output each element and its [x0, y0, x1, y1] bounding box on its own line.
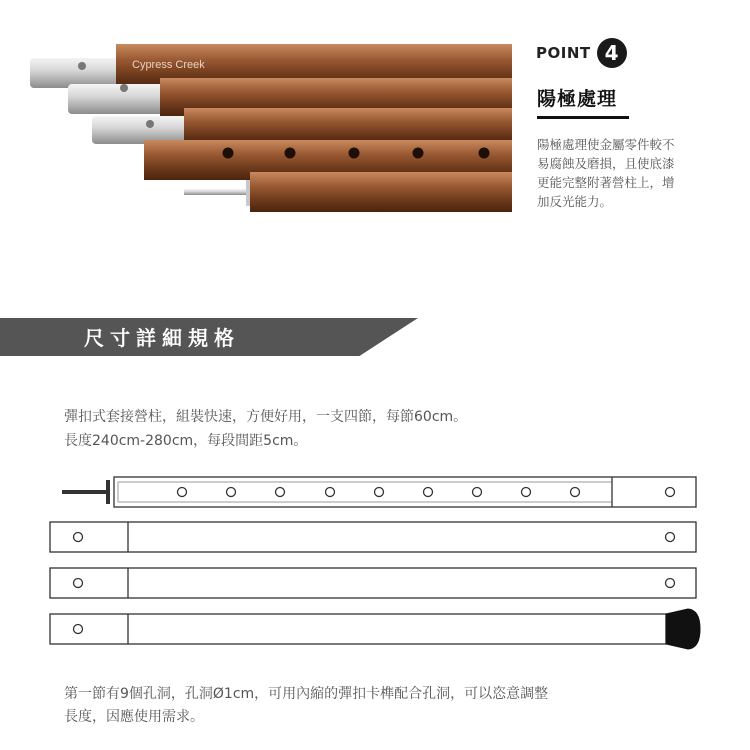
- tent-pole-photo: [28, 40, 512, 218]
- segment-2: [50, 522, 696, 552]
- feature-desc-line: 易腐蝕及磨損，且使底漆: [537, 156, 675, 171]
- pole-3: [184, 108, 512, 144]
- pole-spike: [184, 189, 250, 195]
- feature-desc-line: 更能完整附著營柱上，增: [537, 175, 675, 190]
- adjust-hole: [178, 488, 187, 497]
- pole-dimension-diagram: [48, 474, 708, 654]
- note-line: 長度，因應使用需求。: [64, 709, 204, 725]
- point-label: POINT: [536, 44, 591, 62]
- pole-2-silver-end: [68, 84, 168, 114]
- end-hole: [666, 533, 675, 542]
- adjust-hole: [473, 488, 482, 497]
- end-hole: [74, 579, 83, 588]
- feature-description: [537, 135, 717, 211]
- feature-desc-line: 陽極處理使金屬零件較不: [537, 137, 675, 152]
- adjust-hole: [571, 488, 580, 497]
- point-header: [536, 38, 627, 68]
- end-hole: [74, 533, 83, 542]
- adjust-hole: [326, 488, 335, 497]
- adjust-hole: [227, 488, 236, 497]
- pole-1-silver-end: [30, 58, 120, 88]
- note-line: 第一節有9個孔洞，孔洞Ø1cm，可用內縮的彈扣卡榫配合孔洞，可以恣意調整: [64, 686, 549, 702]
- brand-logo-text: Cypress Creek: [132, 59, 205, 71]
- segment-3: [50, 568, 696, 598]
- pole-3-silver-end: [92, 116, 188, 144]
- feature-desc-line: 加反光能力。: [537, 194, 613, 209]
- adjust-hole: [375, 488, 384, 497]
- segment-4: [50, 614, 666, 644]
- pole-5: [250, 172, 512, 212]
- spec-line: 彈扣式套接營柱，組裝快速，方便好用，一支四節，每節60cm。: [64, 409, 468, 425]
- adjust-hole: [276, 488, 285, 497]
- spec-line: 長度240cm-280cm，每段間距5cm。: [64, 433, 308, 449]
- rubber-foot-cap: [666, 609, 700, 649]
- adjust-hole: [522, 488, 531, 497]
- feature-title-underline: [537, 116, 629, 119]
- point-number-badge: 4: [597, 38, 627, 68]
- end-hole: [74, 625, 83, 634]
- feature-title: 陽極處理: [537, 88, 618, 110]
- end-hole: [666, 579, 675, 588]
- end-hole: [666, 488, 675, 497]
- section-banner-title: 尺寸詳細規格: [84, 326, 240, 350]
- adjust-hole: [424, 488, 433, 497]
